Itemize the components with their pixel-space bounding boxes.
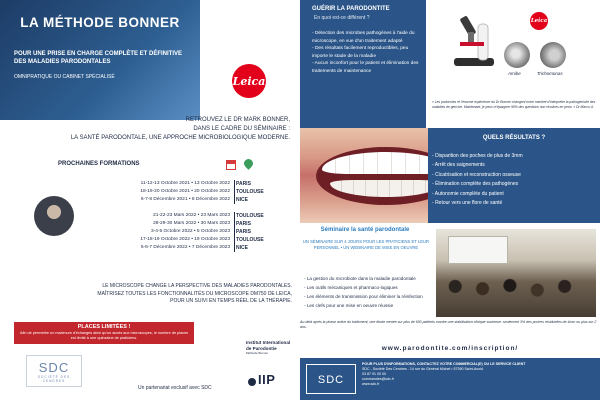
list-item: - Les outils mécaniques et pharmaco-logiques (304, 283, 432, 292)
session-date: 3-4-5 Octobre 2022 • 5 Octobre 2023 (150, 229, 230, 234)
trichomonas-image (540, 42, 566, 68)
subtitle: POUR UNE PRISE EN CHARGE COMPLÈTE ET DÉFINITIVE DES MALADIES PARODONTALES (14, 51, 183, 65)
bonner-intro-line: LA SANTÉ PARODONTALE, UNE APPROCHE MICROBIOLOGIQUE MODERNE. (70, 135, 290, 141)
practice-type: OMNIPRATIQUE OU CABINET SPÉCIALISÉ (14, 74, 115, 80)
list-item: - Des résultats facilement reproductibles, peu importe le stade de la maladie (312, 45, 424, 60)
session-dates (80, 180, 230, 252)
contact-title: POUR PLUS D'INFORMATIONS, CONTACTEZ VOTRE COMMERCIAL(E) OU LE SERVICE CLIENT (362, 362, 526, 366)
session-city: TOULOUSE (236, 237, 264, 243)
list-item: - Disparition des poches de plus de 3mm (432, 152, 596, 161)
page-title: LA MÉTHODE BONNER (20, 15, 180, 30)
session-city: PARIS (236, 221, 251, 227)
leica-logo: Leica (232, 64, 266, 98)
registration-link[interactable]: www.parodontite.com/inscription/ (381, 345, 519, 352)
contact-address: SDC - Société Des Cendres - 14 rue du Général Michel • 57390 Saint-Avold (362, 367, 483, 371)
seminar-audience (440, 268, 592, 314)
amoeba-label: Amibe (508, 71, 521, 76)
formations-heading: PROCHAINES FORMATIONS (58, 161, 140, 167)
list-item: - Aucun inconfort pour le patient et élimination des traitements de maintenance (312, 60, 424, 75)
leica-logo-small: Leica (530, 12, 548, 30)
results-list (432, 152, 596, 208)
study-note: Au-delà après la phase active du traitement, une étude menée sur plus de 600 patients montre une stabilisation clinique soutenue: seulement 3% des poches résiduelles de 4mm ou plus sur 2 ans. (300, 320, 597, 329)
session-date: 18-19-20 Octobre 2021 • 20 Octobre 2022 (140, 189, 230, 194)
gum-subtitle: En quoi est-ce différent ? (314, 15, 370, 21)
amoeba-image (504, 42, 530, 68)
microscope-pitch (60, 283, 292, 306)
city-divider (234, 212, 235, 252)
list-item: - Retour vers une flore de santé (432, 199, 596, 208)
sdc-logo-text: SDC (38, 360, 70, 375)
list-item: - Les éléments de transmission pour éliminer la réinfection (304, 292, 432, 301)
session-date: 11-12-13 Octobre 2021 • 13 Octobre 2022 (140, 181, 230, 186)
session-city: NICE (236, 245, 248, 251)
list-item: - Autonomie complète du patient (432, 190, 596, 199)
contact-info (362, 362, 596, 387)
session-city: NICE (236, 197, 248, 203)
seminar-description: UN SÉMINAIRE SUR 4 JOURS POUR LES PRATICIENS ET LEUR PERSONNEL • UN WEBINAIRE DE MISE EN OEUVRE (302, 239, 430, 250)
session-date: 5-6-7 Décembre 2022 • 7 Décembre 2023 (140, 245, 230, 250)
bonner-intro (60, 116, 290, 143)
list-item: - Élimination complète des pathogènes (432, 180, 596, 189)
trichomonas-label: Trichomonas (537, 71, 563, 76)
limited-places-text: Afin de permettre un maximum d'échanges ainsi qu'un accès aux microscopes, le nombre de places est limité à une quinzaine de praticiens. (19, 331, 189, 340)
microscope-icon (448, 10, 502, 68)
list-item: - Détection des microbes pathogènes à l'aide du microscope, en vue d'un traitement adapté (312, 30, 424, 45)
session-city: PARIS (236, 181, 251, 187)
partnership-text: Un partenariat exclusif avec SDC (138, 385, 212, 391)
seminar-title: Séminaire la santé parodontale (320, 227, 410, 233)
list-item: - La gestion du microbiote dans la maladie parodontale (304, 274, 432, 283)
results-title: QUELS RÉSULTATS ? (482, 135, 546, 141)
speaker-photo (34, 196, 74, 236)
session-cities (236, 180, 296, 252)
session-city: PARIS (236, 229, 251, 235)
iip-name-text: Institut International de Parodontie (246, 340, 291, 351)
bonner-intro-line: RETROUVEZ LE DR MARK BONNER, (185, 117, 290, 123)
contact-website[interactable]: www.sdc.fr (362, 382, 380, 386)
list-item: - Les clefs pour une mise en oeuvre réussie (304, 301, 432, 310)
testimonial-quote: « Les protocoles et l'énorme expérience du Dr Bonner changent notre manière d'interpréter la pathogénicité des maladies de gencive. Maintenant, je peux m'épargner 95% des questions non résolues en perio. » Dr Marco G. (432, 100, 596, 109)
iip-name (246, 340, 296, 357)
gum-benefits-list (312, 30, 424, 76)
projection-screen (448, 236, 508, 264)
microscope-pitch-line: POUR UN SUIVI EN TEMPS RÉEL DE LA THÉRAPIE. (170, 298, 292, 304)
limited-places-box (14, 322, 194, 344)
contact-phone[interactable]: 03 87 91 00 00 (362, 372, 386, 376)
list-item: - Arrêt des saignements (432, 161, 596, 170)
microscope-pitch-line: MAÎTRISEZ TOUTES LES FONCTIONNALITÉS DU MICROSCOPE DM750 DE LEICA, (97, 290, 292, 297)
sdc-tagline: SOCIÉTÉ DES CENDRES (37, 375, 71, 383)
sdc-logo (26, 355, 82, 387)
contact-email[interactable]: commandes@sdc.fr (362, 377, 395, 381)
city-divider (234, 180, 235, 204)
iip-logo-mark-icon (248, 378, 256, 386)
iip-logo: IIP (258, 372, 276, 387)
location-pin-icon (242, 157, 255, 170)
limited-places-title: PLACES LIMITÉES ! (77, 324, 131, 330)
session-city: TOULOUSE (236, 213, 264, 219)
session-date: 21-22-23 Mars 2022 • 23 Mars 2023 (153, 213, 230, 218)
seminar-topics-list (304, 274, 432, 310)
gum-title: GUÉRIR LA PARODONTITE (312, 6, 390, 12)
bonner-intro-line: DANS LE CADRE DU SÉMINAIRE : (193, 126, 290, 132)
calendar-icon (226, 160, 236, 170)
microscope-pitch-line: LE MICROSCOPE CHANGE LA PERSPECTIVE DES MALADIES PARODONTALES. (102, 283, 292, 289)
list-item: - Cicatrisation et reconstruction osseuse (432, 171, 596, 180)
sdc-logo-footer: SDC (306, 364, 356, 394)
iip-subtitle: Méthode Bonner (246, 351, 269, 355)
session-date: 17-18-19 Octobre 2022 • 19 Octobre 2023 (140, 237, 230, 242)
session-city: TOULOUSE (236, 189, 264, 195)
session-date: 6-7-8 Décembre 2021 • 8 Décembre 2022 (140, 197, 230, 202)
session-date: 28-29-30 Mars 2022 • 30 Mars 2023 (153, 221, 230, 226)
